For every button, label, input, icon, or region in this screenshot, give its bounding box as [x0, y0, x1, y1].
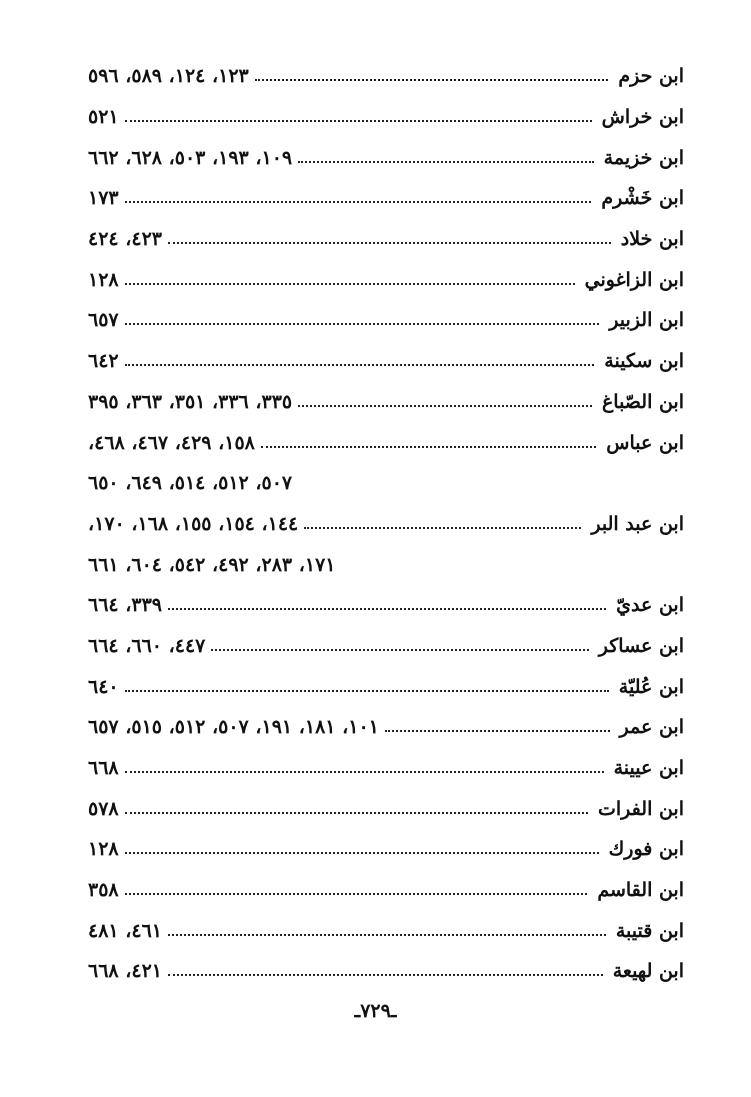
index-entry: [88, 707, 684, 748]
entry-pages: ٣٣٩، ٦٦٤: [88, 594, 162, 617]
entry-pages: ٤٤٧، ٦٦٠، ٦٦٤: [88, 634, 206, 657]
entry-pages: ١٢٨: [88, 838, 119, 861]
entry-pages: ٣٥٨: [88, 879, 119, 902]
entry-pages: ١٤٤، ١٥٤، ١٥٥، ١٦٨، ١٧٠،: [88, 512, 299, 535]
entry-pages: ١٧١، ٢٨٣، ٤٩٢، ٥٤٢، ٦٠٤، ٦٦١: [88, 553, 336, 576]
dot-leader: [261, 446, 596, 448]
dot-leader: [125, 812, 588, 814]
entry-pages: ٣٣٥، ٣٣٦، ٣٥١، ٣٦٣، ٣٩٥: [88, 390, 293, 413]
entry-pages: ٥٧٨: [88, 797, 119, 820]
entry-pages: ٤٢١، ٦٦٨: [88, 960, 162, 983]
index-entry: [88, 137, 684, 178]
entry-name: ابن حزم: [618, 65, 684, 88]
index-entry: [88, 829, 684, 870]
dot-leader: [304, 527, 581, 529]
entry-name: ابن عساكر: [598, 634, 684, 657]
dot-leader: [385, 730, 610, 732]
entry-pages: ١٢٣، ١٢٤، ٥٨٩، ٥٩٦: [88, 65, 249, 88]
dot-leader: [211, 649, 588, 651]
entry-pages: ١٠١، ١٨١، ١٩١، ٥٠٧، ٥١٢، ٥١٥، ٦٥٧: [88, 716, 379, 739]
entry-pages: ١٧٣: [88, 187, 119, 210]
dot-leader: [125, 690, 609, 692]
index-entry: [88, 626, 684, 667]
entry-pages: ١٠٩، ١٩٣، ٥٠٣، ٦٢٨، ٦٦٢: [88, 146, 293, 169]
entry-name: ابن فورك: [608, 838, 684, 861]
index-entry: [88, 910, 684, 951]
entry-name: ابن عبد البر: [591, 512, 684, 535]
entry-name: ابن عباس: [606, 431, 684, 454]
dot-leader: [168, 608, 606, 610]
entry-pages: ١٢٨: [88, 268, 119, 291]
entry-name: ابن لهيعة: [612, 960, 684, 983]
entry-pages: ٥٢١: [88, 106, 119, 129]
dot-leader: [125, 201, 592, 203]
index-entry: [88, 748, 684, 789]
dot-leader: [125, 283, 575, 285]
entry-name: ابن الزاغوني: [584, 268, 684, 291]
index-entry: [88, 259, 684, 300]
entry-pages: ١٥٨، ٤٢٩، ٤٦٧، ٤٦٨،: [88, 431, 255, 454]
entry-pages: ٦٦٨: [88, 757, 119, 780]
index-entry: [88, 341, 684, 382]
entry-name: ابن عمر: [619, 716, 684, 739]
dot-leader: [125, 364, 595, 366]
index-entry: [88, 788, 684, 829]
index-entry: [88, 300, 684, 341]
index-entry: [88, 178, 684, 219]
entry-name: ابن قتيبة: [615, 919, 684, 942]
entry-name: ابن الصّباغ: [601, 390, 684, 413]
entry-name: ابن الزبير: [609, 309, 684, 332]
entry-name: ابن خراش: [601, 106, 684, 129]
entry-name: ابن خزيمة: [603, 146, 684, 169]
entry-name: ابن عُليّة: [618, 675, 684, 698]
index-entry: [88, 422, 684, 463]
entry-pages: ٦٤٢: [88, 350, 119, 373]
index-entry-continuation: [88, 463, 684, 504]
index-entry: [88, 870, 684, 911]
dot-leader: [125, 852, 599, 854]
index-entry: [88, 951, 684, 992]
entry-pages: ٦٥٧: [88, 309, 119, 332]
entry-name: ابن خلاد: [620, 228, 684, 251]
dot-leader: [168, 974, 603, 976]
entry-name: ابن عديّ: [616, 594, 684, 617]
entry-name: ابن عيينة: [613, 757, 684, 780]
index-entry-continuation: [88, 544, 684, 585]
page-number: ـ٧٢٩ـ: [354, 1000, 397, 1022]
entry-pages: ٤٦١، ٤٨١: [88, 919, 162, 942]
dot-leader: [298, 161, 594, 163]
index-entry: [88, 219, 684, 260]
dot-leader: [125, 323, 600, 325]
index-list: [88, 56, 684, 992]
index-entry: [88, 666, 684, 707]
entry-name: ابن سكينة: [604, 350, 684, 373]
dot-leader: [255, 79, 609, 81]
index-entry: [88, 97, 684, 138]
dot-leader: [168, 242, 611, 244]
entry-pages: ٥٠٧، ٥١٢، ٥١٤، ٦٤٩، ٦٥٠: [88, 472, 293, 495]
index-entry: [88, 504, 684, 545]
entry-pages: ٤٢٣، ٤٢٤: [88, 228, 162, 251]
dot-leader: [125, 893, 588, 895]
dot-leader: [125, 120, 592, 122]
entry-name: ابن القاسم: [597, 879, 684, 902]
index-entry: [88, 382, 684, 423]
index-entry: [88, 585, 684, 626]
dot-leader: [168, 934, 606, 936]
entry-name: ابن خَشْرم: [601, 187, 684, 210]
entry-name: ابن الفرات: [598, 797, 684, 820]
entry-pages: ٦٤٠: [88, 675, 119, 698]
dot-leader: [125, 771, 604, 773]
dot-leader: [298, 405, 592, 407]
index-entry: [88, 56, 684, 97]
